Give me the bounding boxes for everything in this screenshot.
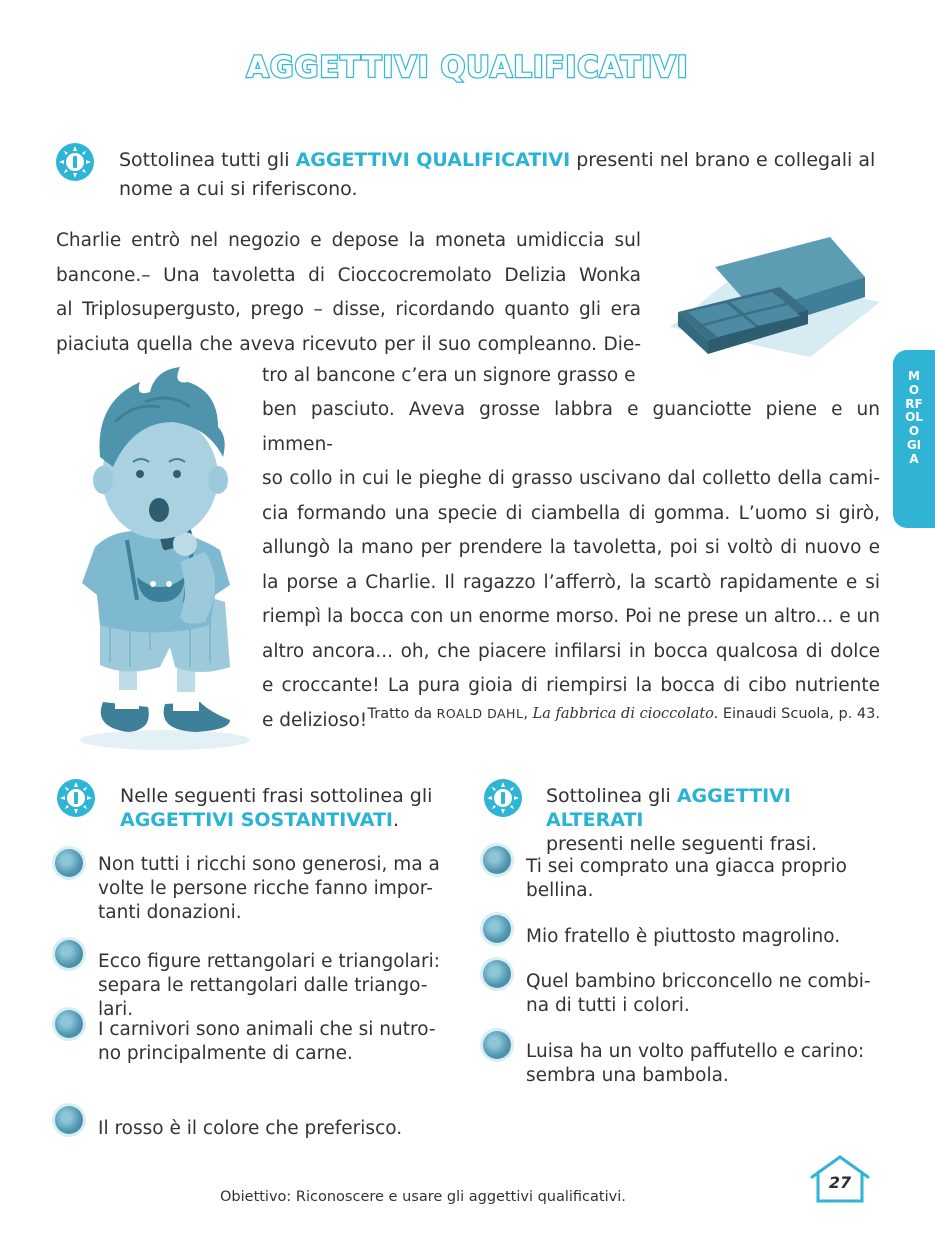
citation-book: La fabbrica di cioccolato.	[532, 706, 719, 722]
item-line: sembra una bambola.	[526, 1065, 729, 1086]
page-title: AGGETTIVI QUALIFICATIVI	[246, 50, 689, 84]
item-line: separa le rettangolari dalle triango-	[98, 975, 428, 996]
instruction-text: Nelle seguenti frasi sottolinea gli	[120, 785, 433, 807]
item-line: no principalmente di carne.	[98, 1043, 353, 1064]
exercise3-instruction	[546, 784, 886, 856]
instruction-text: .	[393, 809, 400, 831]
story-line: tro al bancone c’era un signore grasso e	[262, 365, 636, 386]
story-line: ben pasciuto. Aveva grosse labbra e guanciotte piene e un immen-	[262, 399, 880, 455]
instruction-text: Sottolinea gli	[546, 785, 677, 807]
story-line: allungò la mano per prendere la tavoletta, poi si voltò di nuovo e	[262, 537, 880, 558]
citation-prefix: Tratto da	[367, 706, 437, 722]
story-line: cia formando una specie di ciambella di gomma. L’uomo si girò,	[262, 502, 880, 524]
item-line: Quel bambino bricconcello ne combi-	[526, 971, 871, 992]
list-item	[526, 1040, 864, 1088]
list-item	[98, 1117, 402, 1141]
story-passage	[56, 224, 641, 362]
item-line: Il rosso è il colore che preferisco.	[98, 1118, 403, 1139]
bullet-dot	[483, 960, 511, 988]
source-citation	[368, 706, 880, 722]
instruction-text: presenti nelle seguenti frasi.	[546, 833, 818, 855]
story-line: piaciuta quella che aveva ricevuto per il suo compleanno. Die-	[56, 333, 641, 355]
citation-author: ROALD DAHL	[436, 706, 524, 721]
bullet-dot	[55, 1010, 83, 1038]
citation-separator: ,	[523, 706, 533, 722]
story-line: bancone.– Una tavoletta di Cioccocremolato Delizia Wonka	[56, 264, 641, 286]
bullet-dot	[483, 915, 511, 943]
story-line: e croccante! La pura gioia di riempirsi la bocca di cibo nutriente	[262, 675, 880, 696]
item-line: volte le persone ricche fanno impor-	[98, 878, 433, 899]
chocolate-bar-illustration	[660, 232, 885, 367]
exercise1-instruction	[119, 146, 881, 204]
section-side-tab	[893, 350, 935, 528]
list-item	[526, 925, 840, 949]
item-line: Non tutti i ricchi sono generosi, ma a	[98, 854, 440, 875]
boy-eating-chocolate-illustration	[55, 362, 260, 754]
instruction-highlight: AGGETTIVI QUALIFICATIVI	[295, 149, 571, 171]
story-line: al Triplosupergusto, prego – disse, ricordando quanto gli era	[56, 299, 641, 320]
item-line: tanti donazioni.	[98, 902, 242, 923]
instruction-text: Sottolinea tutti gli	[119, 149, 296, 171]
exercise-pencil-icon	[483, 778, 523, 818]
side-tab-label: MORFOLOGIA	[905, 369, 923, 466]
instruction-highlight: AGGETTIVI SOSTANTIVATI	[120, 809, 394, 831]
story-line: e delizioso!	[262, 709, 368, 731]
page-number: 27	[828, 1173, 852, 1192]
story-line: so collo in cui le pieghe di grasso uscivano dal colletto della cami-	[262, 468, 880, 489]
story-line: riempì la bocca con un enorme morso. Poi ne prese un altro... e un	[262, 606, 880, 627]
story-line: altro ancora... oh, che piacere infilarsi in bocca qualcosa di dolce	[262, 640, 880, 662]
item-line: lari.	[98, 999, 134, 1020]
bullet-dot	[55, 940, 83, 968]
page-objective: Obiettivo: Riconoscere e usare gli aggettivi qualificativi.	[220, 1189, 626, 1205]
page-number-badge	[808, 1153, 872, 1205]
bullet-dot	[483, 846, 511, 874]
citation-publisher: Einaudi Scuola, p. 43.	[718, 706, 880, 722]
item-line: na di tutti i colori.	[526, 995, 690, 1016]
exercise-pencil-icon	[55, 142, 95, 182]
bullet-dot	[55, 849, 83, 877]
item-line: Mio fratello è piuttosto magrolino.	[526, 926, 841, 947]
item-line: I carnivori sono animali che si nutro-	[98, 1019, 436, 1040]
list-item	[98, 853, 440, 925]
item-line: Luisa ha un volto paffutello e carino:	[526, 1041, 865, 1062]
instruction-highlight: AGGETTIVI ALTERATI	[546, 785, 791, 831]
item-line: bellina.	[526, 880, 594, 901]
bullet-dot	[55, 1106, 83, 1134]
story-passage-continued	[262, 393, 880, 738]
list-item	[98, 1018, 436, 1066]
list-item	[526, 970, 871, 1018]
item-line: Ecco figure rettangolari e triangolari:	[98, 951, 440, 972]
story-line: la porse a Charlie. Il ragazzo l’afferrò, la scartò rapidamente e si	[262, 571, 880, 593]
bullet-dot	[483, 1031, 511, 1059]
exercise-pencil-icon	[56, 778, 96, 818]
instruction-text: presenti nel brano e collegali al nome a cui si riferiscono.	[119, 149, 876, 200]
list-item	[98, 950, 440, 1022]
list-item	[526, 855, 847, 903]
exercise2-instruction	[120, 784, 460, 832]
story-line: Charlie entrò nel negozio e depose la moneta umidiccia sul	[56, 230, 641, 251]
item-line: Ti sei comprato una giacca proprio	[526, 856, 847, 877]
